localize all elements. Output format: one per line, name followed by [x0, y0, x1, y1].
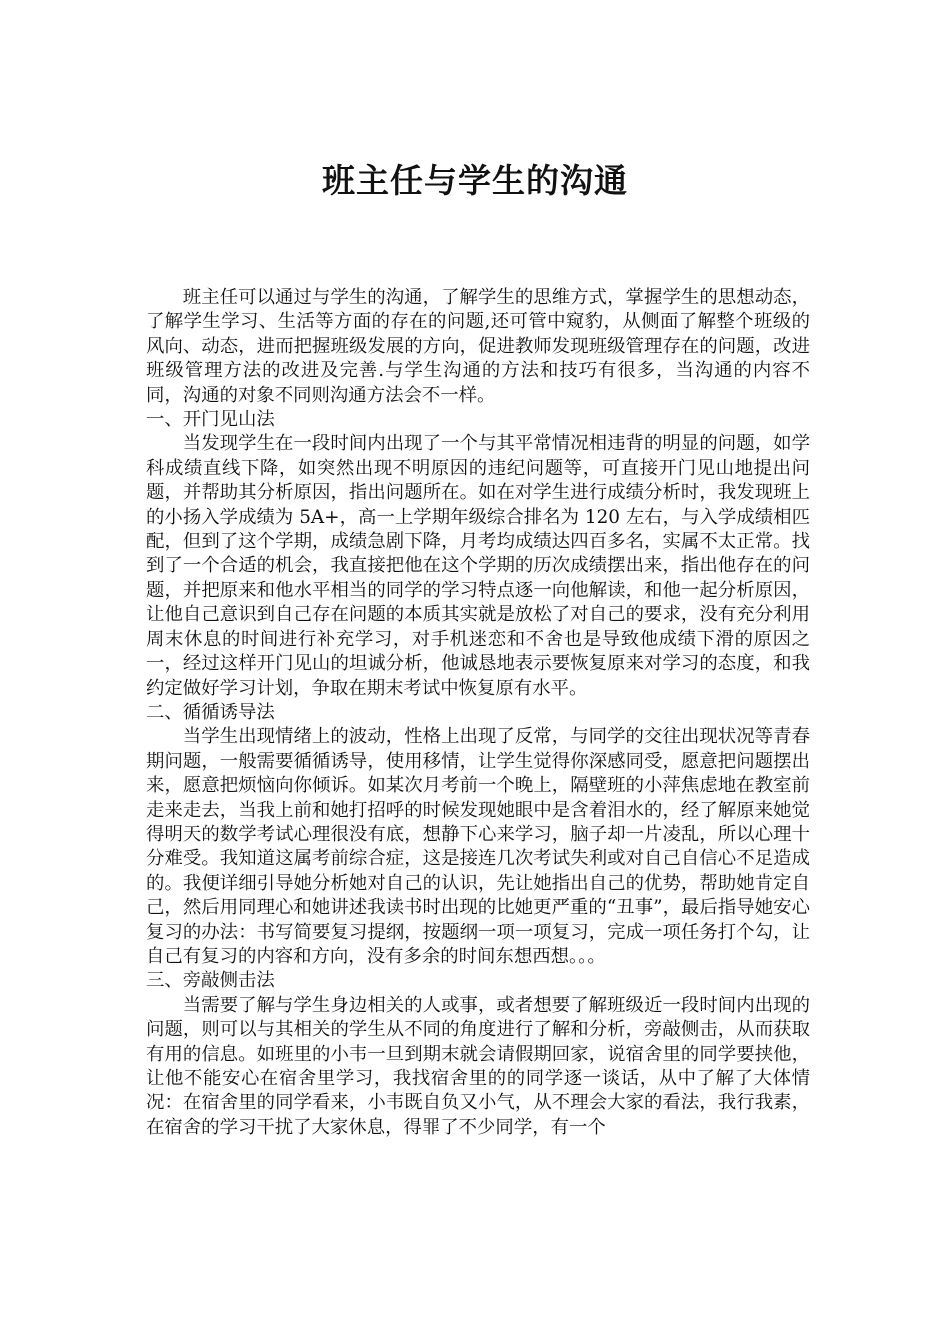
section-paragraph: 当学生出现情绪上的波动，性格上出现了反常，与同学的交往出现状况等青春期问题，一般需要循循诱导，使用移情，让学生觉得你深感同受，愿意把问题摆出来，愿意把烦恼向你倾诉。如某次月考前一个晚上，隔壁班的小萍焦虑地在教室前走来走去，当我上前和她打招呼的时候发现她眼中是含着泪水的，经了解原来她觉得明天的数学考试心理很没有底，想静下心来学习，脑子却一片凌乱，所以心理十分难受。我知道这属考前综合症，这是接连几次考试失利或对自己自信心不足造成的。我便详细引导她分析她对自己的认识，先让她指出自己的优势，帮助她肯定自己，然后用同理心和她讲述我读书时出现的比她更严重的“丑事”，最后指导她安心复习的办法：书写简要复习提纲，按题纲一项一项复习，完成一项任务打个勾，让自己有复习的内容和方向，没有多余的时间东想西想。。。 — [146, 726, 810, 967]
document-body — [146, 286, 810, 1140]
intro-paragraph: 班主任可以通过与学生的沟通，了解学生的思维方式，掌握学生的思想动态，了解学生学习、生活等方面的存在的问题,还可管中窥豹，从侧面了解整个班级的风向、动态，进而把握班级发展的方向，促进教师发现班级管理存在的问题，改进班级管理方法的改进及完善.与学生沟通的方法和技巧有很多，当沟通的内容不同，沟通的对象不同则沟通方法会不一样。 — [146, 287, 810, 406]
section-paragraph: 当需要了解与学生身边相关的人或事，或者想要了解班级近一段时间内出现的问题，则可以与其相关的学生从不同的角度进行了解和分析，旁敲侧击，从而获取有用的信息。如班里的小韦一旦到期末就会请假期回家，说宿舍里的同学要挟他，让他不能安心在宿舍里学习，我找宿舍里的的同学逐一谈话，从中了解了大体情况：在宿舍里的同学看来，小韦既自负又小气，从不理会大家的看法，我行我素，在宿舍的学习干扰了大家休息，得罪了不少同学，有一个 — [146, 994, 810, 1138]
section-paragraph: 当发现学生在一段时间内出现了一个与其平常情况相违背的明显的问题，如学科成绩直线下降，如突然出现不明原因的违纪问题等，可直接开门见山地提出问题，并帮助其分析原因，指出问题所在。如在对学生进行成绩分析时，我发现班上的小扬入学成绩为 5A+，高一上学期年级综合排名为 120 左右，与入学成绩相匹配，但到了这个学期，成绩急剧下降，月考均成绩达四百多名，实属不太正常。找到了一个合适的机会，我直接把他在这个学期的历次成绩摆出来，指出他存在的问题，并把原来和他水平相当的同学的学习特点逐一向他解读，和他一起分析原因，让他自己意识到自己存在问题的本质其实就是放松了对自己的要求，没有充分利用周末休息的时间进行补充学习，对手机迷恋和不舍也是导致他成绩下滑的原因之一，经过这样开门见山的坦诚分析，他诚恳地表示要恢复原来对学习的态度，和我约定做好学习计划，争取在期末考试中恢复原有水平。 — [146, 433, 810, 699]
section-heading: 二、循循诱导法 — [146, 701, 275, 723]
section-heading: 三、旁敲侧击法 — [146, 970, 275, 992]
document-title: 班主任与学生的沟通 — [322, 161, 628, 200]
section-heading: 一、开门见山法 — [146, 409, 275, 431]
